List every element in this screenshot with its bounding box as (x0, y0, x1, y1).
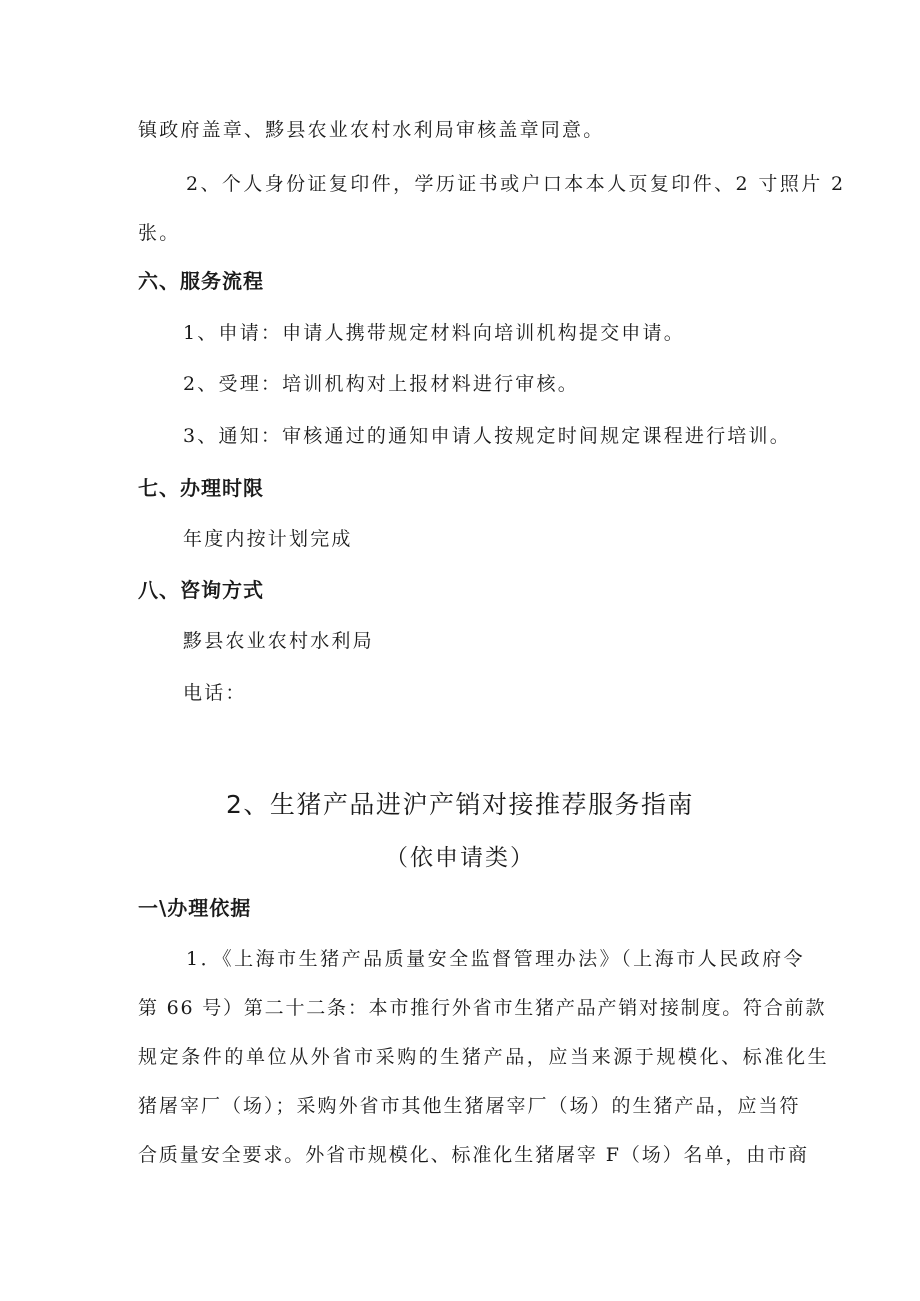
prev-section-item-2-line-1: 2、个人身份证复印件，学历证书或户口本本人页复印件、2 寸照片 2 (186, 173, 846, 195)
prev-section-line-1: 镇政府盖章、黟县农业农村水利局审核盖章同意。 (138, 119, 605, 141)
consult-phone-label: 电话： (183, 682, 247, 704)
process-step-3: 3、通知：审核通过的通知申请人按规定时间规定课程进行培训。 (183, 425, 791, 447)
process-step-2: 2、受理：培训机构对上报材料进行审核。 (183, 373, 579, 395)
prev-section-item-2-line-2: 张。 (138, 222, 181, 244)
consult-org: 黟县农业农村水利局 (183, 630, 374, 652)
section-7-heading: 七、办理时限 (138, 476, 264, 500)
guide-2-subtitle: （依申请类） (385, 845, 535, 871)
process-step-1: 1、申请：申请人携带规定材料向培训机构提交申请。 (183, 322, 685, 344)
time-limit-text: 年度内按计划完成 (183, 528, 353, 550)
section-8-heading: 八、咨询方式 (138, 578, 264, 602)
basis-line-2: 第 66 号）第二十二条：本市推行外省市生猪产品产销对接制度。符合前款 (138, 997, 827, 1019)
basis-line-5: 合质量安全要求。外省市规模化、标准化生猪屠宰 F（场）名单，由市商 (138, 1144, 809, 1166)
basis-line-3: 规定条件的单位从外省市采购的生猪产品，应当来源于规模化、标准化生 (138, 1046, 830, 1068)
guide-2-section-1-heading: 一\办理依据 (138, 896, 252, 920)
basis-line-4: 猪屠宰厂（场）；采购外省市其他生猪屠宰厂（场）的生猪产品，应当符 (138, 1095, 801, 1117)
basis-line-1: 1．《上海市生猪产品质量安全监督管理办法》（上海市人民政府令 (186, 948, 806, 970)
section-6-heading: 六、服务流程 (138, 269, 264, 293)
guide-2-title: 2、生猪产品进沪产销对接推荐服务指南 (226, 790, 694, 819)
